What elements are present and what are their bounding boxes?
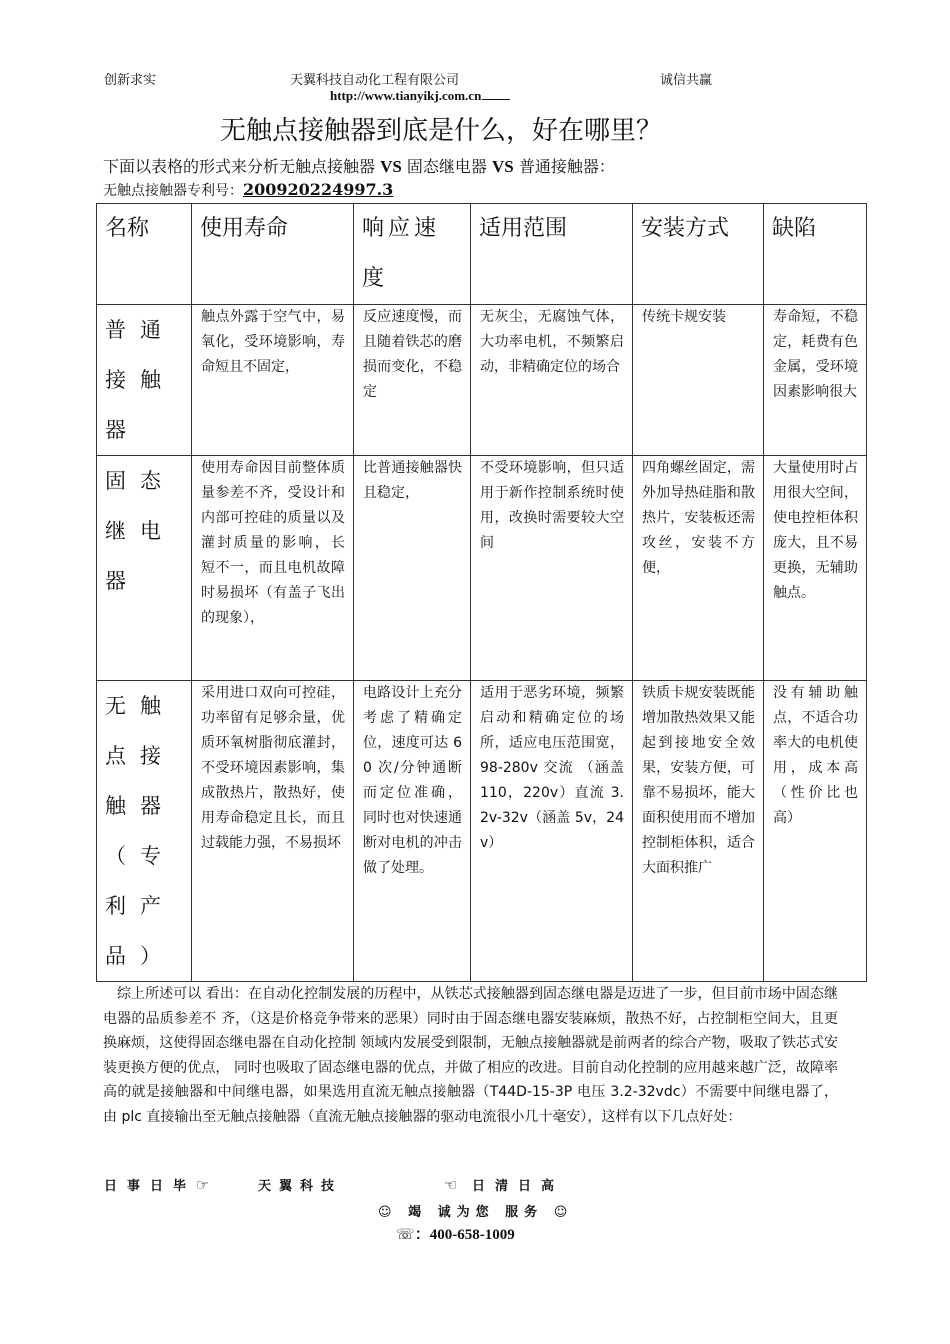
phone-separator: ：	[414, 1227, 430, 1243]
footer-slogan-right-text: 日清日高	[471, 1179, 564, 1194]
table-row	[97, 456, 867, 681]
row-scope-cell: 适用于恶劣环境，频繁启动和精确定位的场所，适应电压范围宽，98-280v 交流 （涵盖 110，220v）直流 3.2v-32v（涵盖 5v，24v）	[471, 681, 633, 982]
intro-text-1: 下面以表格的形式来分析无触点接触器	[103, 157, 381, 176]
url-underline	[482, 98, 510, 100]
intro-vs-2: VS	[492, 157, 514, 176]
header-right-slogan: 诚信共赢	[660, 73, 713, 88]
comparison-table	[96, 203, 867, 982]
row-response-cell: 反应速度慢，而且随着铁芯的磨损而变化，不稳定	[354, 305, 471, 456]
intro-text-3: 普通接触器：	[513, 157, 615, 176]
row-life-cell: 采用进口双向可控硅，功率留有足够余量，优质环氧树脂彻底灌封，不受环境因素影响，集成散热片，散热好，使用寿命稳定且长，而且过载能力强，不易损坏	[192, 681, 354, 982]
summary-paragraph: 综上所述可以 看出：在自动化控制发展的历程中，从铁芯式接触器到固态继电器是迈进了一步，但目前市场中固态继电器的品质参差不 齐，（这是价格竞争带来的恶果）同时由于固态继电器安装麻烦，散热不好，占控制柜空间大，且更换麻烦，这使得固态继电器在自动化控制 领域内发展受到限制，无触点接触器就是前两者的综合产物，吸取了铁芯式安装更换方便的优点， 同时也吸取了固态继电器的优点，并做了相应的改进。目前自动化控制的应用越来越广泛，故障率高的就是接触器和中间继电器，如果选用直流无触点接触器（T44D-15-3P 电压 3.2-32vdc）不需要中间继电器了，由 plc 直接输出至无触点接触器（直流无触点接触器的驱动电流很小几十毫安），这样有以下几点好处：	[103, 986, 838, 1125]
header-cell-install: 安装方式	[633, 204, 764, 305]
footer-service-text: 竭 诚为您 服务	[408, 1205, 544, 1220]
header-cell-life: 使用寿命	[192, 204, 354, 305]
row-install-cell: 四角螺丝固定，需外加导热硅脂和散热片，安装板还需攻丝，安装不方便，	[633, 456, 764, 681]
intro-line	[103, 154, 615, 177]
header-url-text[interactable]: http://www.tianyikj.com.cn	[330, 88, 482, 103]
patent-line	[103, 180, 393, 200]
document-title: 无触点接触器到底是什么，好在哪里？	[220, 116, 663, 146]
footer-slogan-left	[104, 1175, 209, 1194]
row-defect-cell: 没有辅助触点，不适合功率大的电机使用，成本高（性价比也高）	[764, 681, 867, 982]
hand-pointing-right-icon: ☞	[196, 1176, 210, 1194]
row-scope-cell: 无灰尘，无腐蚀气体，大功率电机，不频繁启动，非精确定位的场合	[471, 305, 633, 456]
row-response-cell: 电路设计上充分考虑了精确定位，速度可达 60 次/分钟通断而定位准确， 同时也对快速通断对电机的冲击做了处理。	[354, 681, 471, 982]
smile-icon: ☺	[378, 1205, 398, 1220]
patent-number: 200920224997.3	[243, 180, 394, 199]
phone-icon: ☏	[396, 1225, 415, 1243]
row-install-cell: 传统卡规安装	[633, 305, 764, 456]
row-name-cell: 固态继电器	[97, 456, 192, 681]
table-row	[97, 681, 867, 982]
row-scope-cell: 不受环境影响，但只适用于新作控制系统时使用，改换时需要较大空间	[471, 456, 633, 681]
row-response-cell: 比普通接触器快且稳定，	[354, 456, 471, 681]
patent-label: 无触点接触器专利号：	[103, 183, 243, 199]
header-cell-defect: 缺陷	[764, 204, 867, 305]
phone-number[interactable]: 400-658-1009	[429, 1227, 515, 1243]
header-left-slogan: 创新求实	[104, 73, 157, 88]
header-cell-name: 名称	[97, 204, 192, 305]
row-name-cell: 无触点接触器（专利产品）	[97, 681, 192, 982]
header-url[interactable]	[330, 88, 510, 104]
footer-slogan-right	[444, 1175, 564, 1194]
row-install-cell: 铁质卡规安装既能增加散热效果又能起到接地安全效果，安装方便，可靠不易损坏，能大面积使用而不增加控制柜体积，适合大面积推广	[633, 681, 764, 982]
smile-icon: ☺	[553, 1205, 574, 1220]
intro-vs-1: VS	[380, 157, 402, 176]
header-cell-response: 响应速度	[354, 204, 471, 305]
header-company-name: 天翼科技自动化工程有限公司	[290, 73, 460, 88]
intro-text-2: 固态继电器	[401, 157, 493, 176]
footer-brand: 天翼科技	[258, 1179, 343, 1194]
hand-pointing-left-icon: ☜	[444, 1176, 458, 1194]
footer-service-line	[378, 1201, 573, 1220]
header-cell-scope: 适用范围	[471, 204, 633, 305]
footer-slogan-left-text: 日事日毕	[104, 1179, 197, 1194]
row-life-cell: 使用寿命因目前整体质量参差不齐，受设计和内部可控硅的质量以及灌封质量的影响，长 短不一，而且电机故障时易损坏（有盖子飞出的现象），	[192, 456, 354, 681]
row-defect-cell: 寿命短，不稳定，耗费有色金属，受环境因素影响很大	[764, 305, 867, 456]
table-row	[97, 305, 867, 456]
row-life-cell: 触点外露于空气中，易氧化，受环境影响，寿命短且不固定，	[192, 305, 354, 456]
table-header-row	[97, 204, 867, 305]
row-name-cell: 普通接触器	[97, 305, 192, 456]
row-defect-cell: 大量使用时占用很大空间，使电控柜体积庞大，且不易更换，无辅助触点。	[764, 456, 867, 681]
footer-phone-line	[396, 1223, 515, 1244]
